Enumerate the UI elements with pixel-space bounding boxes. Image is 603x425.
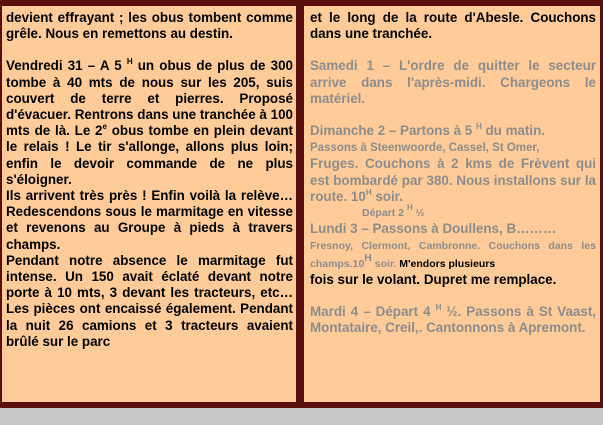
right-paragraph-1: et le long de la route d'Abesle. Couchons dans une tranchée.: [310, 10, 596, 42]
left-paragraph-2: Vendredi 31 – A 5 $^H$ un obus de plus de 300 tombe à 40 mts de nous sur les 205, suis couvert de terre et pierres. Proposé d'évacuer. Rentrons dans une tranchée à 100 mts de là. Le 2e obus tombe en plein devant le relais ! Le tir s'allonge, allons plus loin; enfin le devoir commande de ne plus s'éloigner.: [6, 57, 293, 187]
right-paragraph-5: Lundi 3 – Passons à Doullens, B……… Fresnoy, Clermont, Cambronne. Couchons dans les $champs.10^H$ soir. M'endors plusieurs fois sur le volant. Dupret me remplace.: [310, 221, 596, 287]
right-column: [304, 6, 600, 402]
bottom-strip: [0, 408, 603, 425]
left-paragraph-3: Ils arrivent très près ! Enfin voilà la relève… Redescendons sous le marmitage en vitesse et revenons au Groupe à pieds à travers champs.: [6, 188, 293, 252]
left-paragraph-4: Pendant notre absence le marmitage fut intense. Un 150 avait éclaté devant notre porte à 10 mts, 3 devant les tracteurs, etc… Les pièces ont encaissé également. Pendant la nuit 26 camions et 3 tracteurs avaient brûlé sur le parc: [6, 252, 293, 349]
left-column: [2, 6, 296, 402]
right-paragraph-4: Départ 2 $^H$ ½: [362, 203, 425, 220]
right-paragraph-2: Samedi 1 – L'ordre de quitter le secteur arrive dans l'après-midi. Chargeons le matériel.: [310, 58, 596, 106]
right-paragraph-6: Mardi 4 – Départ 4 $^H$ ½. Passons à St Vaast, Montataire, Creil,. Cantonnons à Apremont.: [310, 303, 596, 336]
left-paragraph-1: devient effrayant ; les obus tombent comme grêle. Nous en remettons au destin.: [6, 10, 293, 42]
right-paragraph-3: Dimanche 2 – Partons à 5 $^H$ du matin. Passons à Steenwoorde, Cassel, St Omer, Fruges. Couchons à 2 kms de Frèvent qui est bombardé par 380. Nous installons sur la route. $10^H$ soir.: [310, 122, 596, 204]
